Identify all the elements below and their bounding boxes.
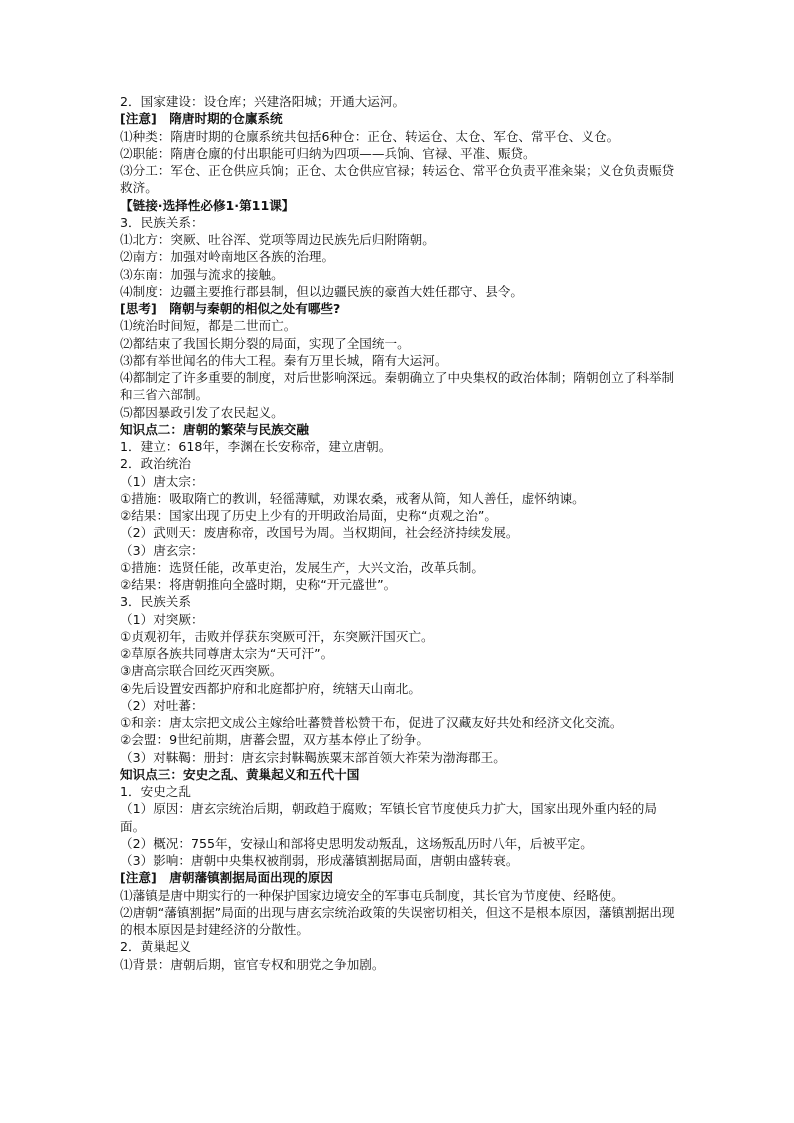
text-line: （3）唐玄宗：	[120, 542, 204, 558]
text-line: ⑴藩镇是唐中期实行的一种保护国家边境安全的军事屯兵制度，其长官为节度使、经略使。	[120, 887, 624, 903]
text-line: 3．民族关系：	[120, 214, 204, 230]
text-line: （2）概况：755年，安禄山和部将史思明发动叛乱，这场叛乱历时八年，后被平定。	[120, 835, 593, 851]
text-line: （2）对吐蕃：	[120, 697, 204, 713]
text-line: ④先后设置安西都护府和北庭都护府，统辖天山南北。	[120, 680, 421, 696]
text-line: （1）对突厥：	[120, 611, 204, 627]
text-line: 2．国家建设：设仓库；兴建洛阳城；开通大运河。	[120, 94, 406, 109]
document-page	[120, 93, 682, 973]
text-line: ⑴种类：隋唐时期的仓廪系统共包括6种仓：正仓、转运仓、太仓、军仓、常平仓、义仓。	[120, 128, 620, 144]
text-line: ①和亲：唐太宗把文成公主嫁给吐蕃赞普松赞干布，促进了汉藏友好共处和经济文化交流。	[120, 715, 623, 730]
text-line: ⑴北方：突厥、吐谷浑、党项等周边民族先后归附隋朝。	[120, 232, 435, 247]
text-line: ②结果：国家出现了历史上少有的开明政治局面，史称“贞观之治”。	[120, 508, 497, 523]
text-line: ⑴统治时间短，都是二世而亡。	[120, 318, 297, 334]
text-line: ⑷都制定了许多重要的制度，对后世影响深远。秦朝确立了中央集权的政治体制；隋朝创立了科举制和三省六部制。	[120, 370, 675, 403]
section-heading: 知识点二：唐朝的繁荣与民族交融	[120, 421, 309, 437]
text-line: （3）对靺鞨：册封：唐玄宗封靺鞨族粟末部首领大祚荣为渤海郡王。	[120, 749, 506, 765]
text-line: ②结果：将唐朝推向全盛时期，史称“开元盛世”。	[120, 577, 397, 592]
text-line: ⑵南方：加强对岭南地区各族的治理。	[120, 249, 335, 265]
text-line: （1）原因：唐玄宗统治后期，朝政趋于腐败；军镇长官节度使兵力扩大，国家出现外重内轻的局面。	[120, 801, 657, 834]
text-line: ⑵职能：隋唐仓廪的付出职能可归纳为四项——兵饷、官禄、平准、赈贷。	[120, 145, 536, 161]
text-line: ⑸都因暴政引发了农民起义。	[120, 404, 284, 420]
text-line: ②草原各族共同尊唐太宗为“天可汗”。	[120, 646, 334, 661]
text-line: （3）影响：唐朝中央集权被削弱，形成藩镇割据局面，唐朝由盛转衰。	[120, 853, 519, 868]
text-line: （1）唐太宗：	[120, 473, 204, 489]
text-line: ①措施：吸取隋亡的教训，轻徭薄赋，劝课农桑，戒奢从简，知人善任，虚怀纳谏。	[120, 490, 585, 506]
section-heading: 知识点三：安史之乱、黄巢起义和五代十国	[120, 766, 360, 782]
text-line: 2．政治统治	[120, 456, 191, 472]
text-line: ⑶分工：军仓、正仓供应兵饷；正仓、太仓供应官禄；转运仓、常平仓负责平准籴粜；义仓负责赈贷救济。	[120, 163, 675, 196]
text-line: ⑵唐朝“藩镇割据”局面的出现与唐玄宗统治政策的失误密切相关，但这不是根本原因，藩镇割据出现的根本原因是封建经济的分散性。	[120, 904, 675, 937]
text-line: ③唐高宗联合回纥灭西突厥。	[120, 663, 283, 679]
text-line: ⑶东南：加强与流求的接触。	[120, 266, 284, 282]
section-heading: [思考] 隋朝与秦朝的相似之处有哪些?	[120, 301, 341, 316]
text-line: ⑵都结束了我国长期分裂的局面，实现了全国统一。	[120, 335, 410, 351]
section-heading: 【链接·选择性必修1·第11课】	[120, 197, 295, 213]
text-line: 1．安史之乱	[120, 784, 191, 799]
text-line: ⑶都有举世闻名的伟大工程。秦有万里长城，隋有大运河。	[120, 352, 448, 368]
text-line: 3．民族关系	[120, 594, 191, 610]
section-heading: [注意] 唐朝藩镇割据局面出现的原因	[120, 870, 334, 886]
text-line: 1．建立：618年，李渊在长安称帝，建立唐朝。	[120, 439, 392, 454]
text-line: ②会盟：9世纪前期，唐蕃会盟，双方基本停止了纷争。	[120, 732, 429, 748]
section-heading: [注意] 隋唐时期的仓廪系统	[120, 111, 283, 127]
text-line: ⑴背景：唐朝后期，宦官专权和朋党之争加剧。	[120, 956, 385, 972]
text-line: 2．黄巢起义	[120, 939, 191, 955]
text-line: ①贞观初年，击败并俘获东突厥可汗，东突厥汗国灭亡。	[120, 628, 434, 644]
text-line: ⑷制度：边疆主要推行郡县制，但以边疆民族的豪酋大姓任郡守、县令。	[120, 283, 523, 299]
text-line: ①措施：选贤任能，改革吏治，发展生产，大兴文治，改革兵制。	[120, 559, 484, 575]
text-line: （2）武则天：废唐称帝，改国号为周。当权期间，社会经济持续发展。	[120, 525, 519, 541]
